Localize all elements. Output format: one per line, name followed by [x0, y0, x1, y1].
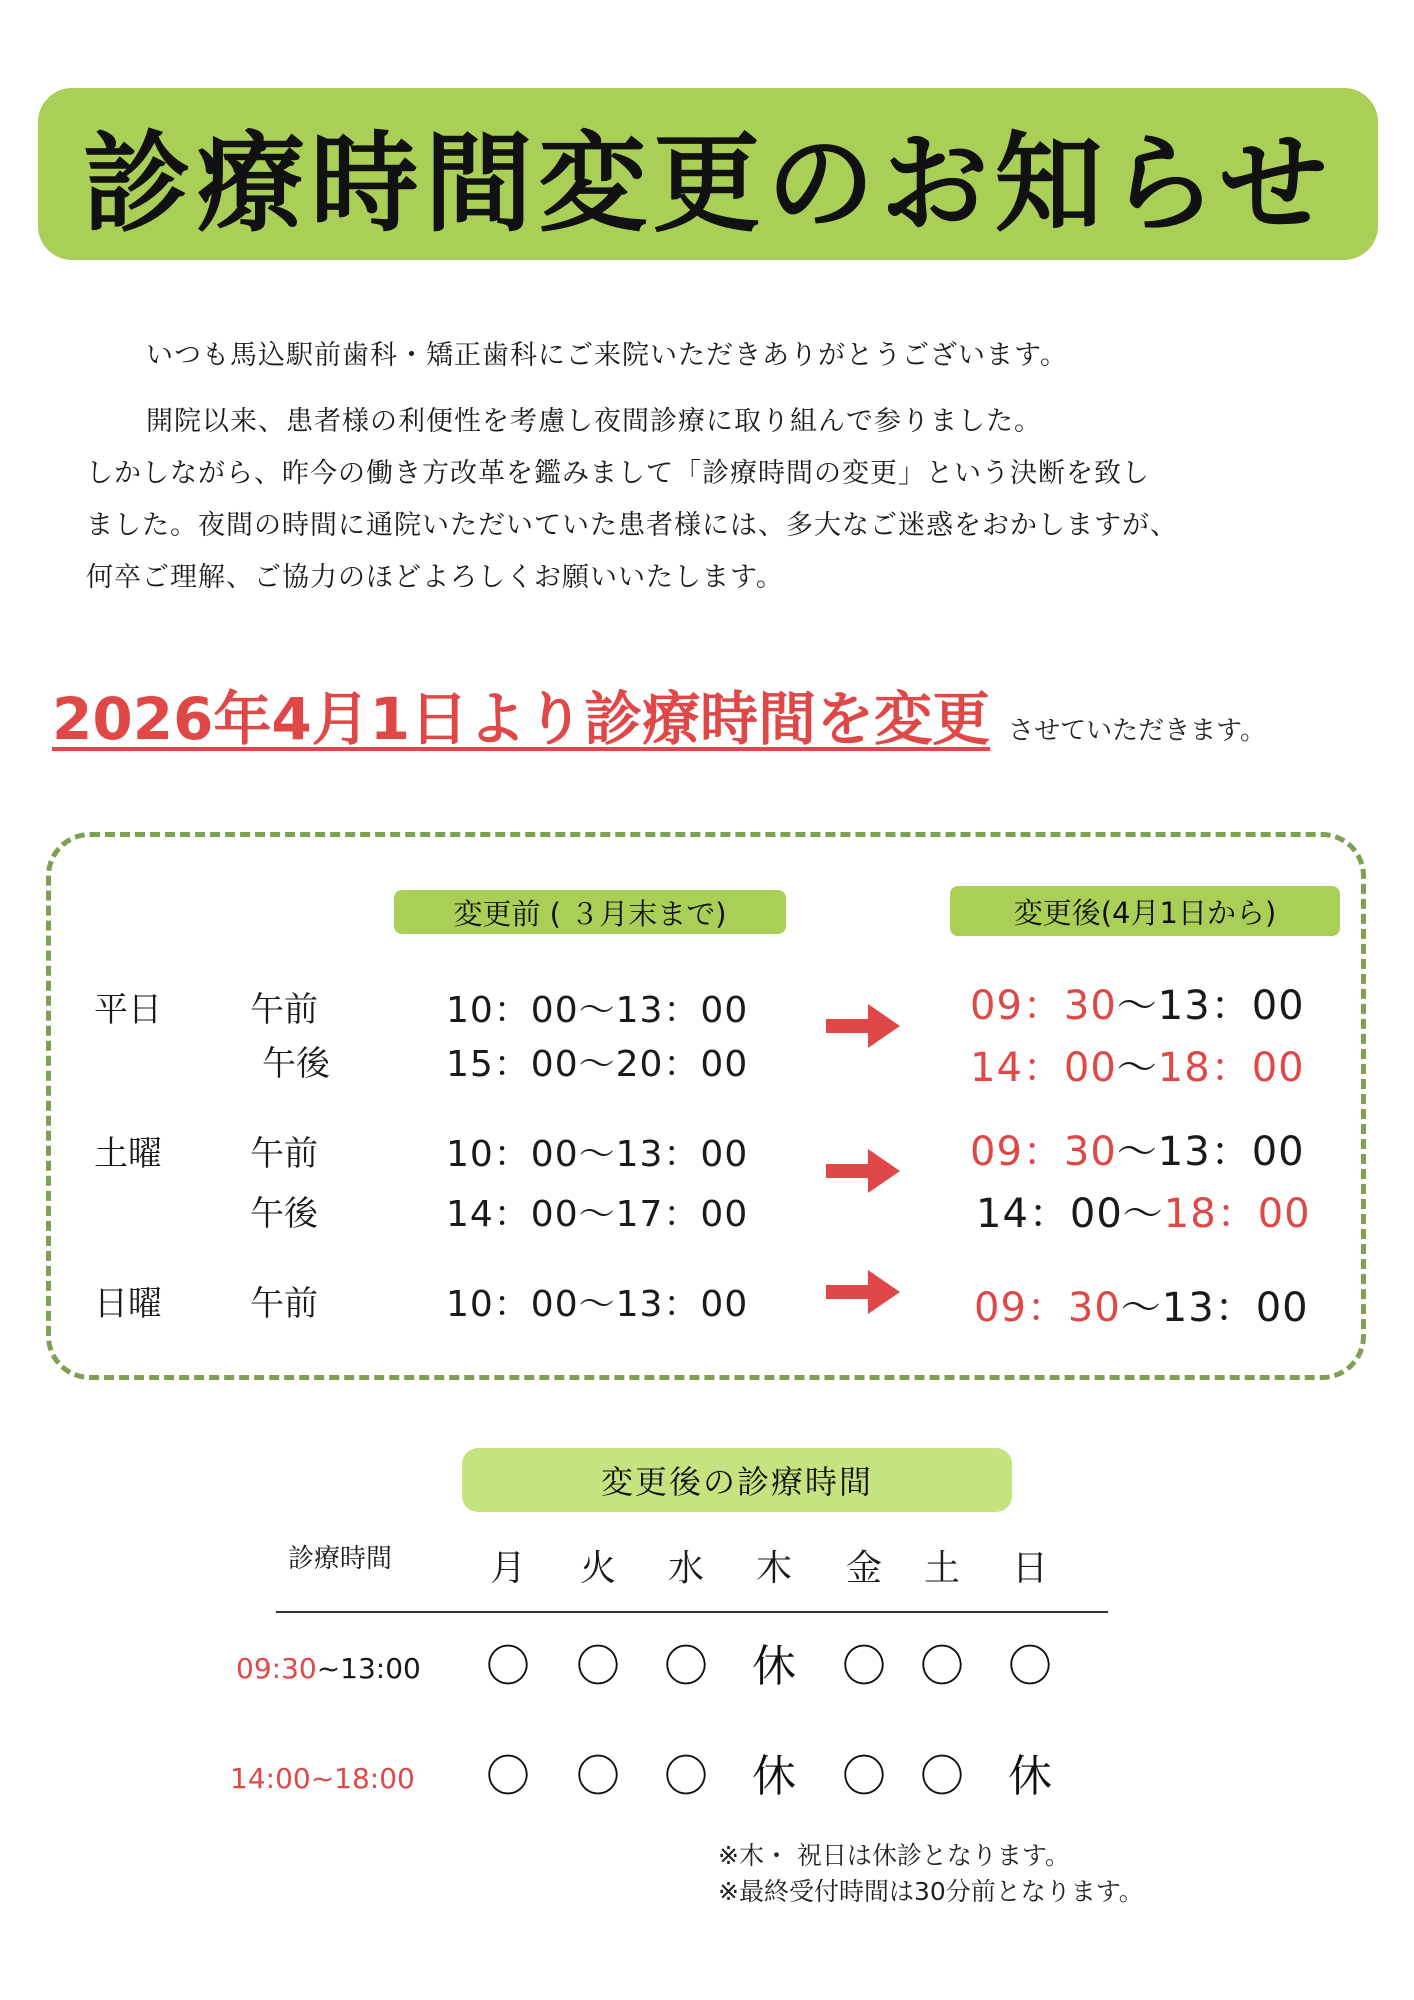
mark-afternoon-sun: 休 [1008, 1751, 1052, 1802]
footnote-closed-days: ※木・ 祝日は休診となります。 [718, 1841, 1070, 1870]
day-mon: 月 [489, 1548, 526, 1589]
schedule-title: 変更後の診療時間 [462, 1448, 1012, 1512]
saturday-new-am-start: 09：30 [970, 1129, 1117, 1175]
mark-morning-sat: 〇 [920, 1641, 964, 1692]
intro-paragraph-1: いつも馬込駅前歯科・矯正歯科にご来院いただきありがとうございます。 [146, 340, 1068, 371]
arrow-right-icon [826, 1000, 900, 1052]
schedule-slot-afternoon [230, 1762, 415, 1795]
mark-morning-fri: 〇 [842, 1641, 886, 1692]
weekday-label: 平日 [94, 990, 162, 1030]
headline [52, 672, 1266, 756]
mark-afternoon-fri: 〇 [842, 1751, 886, 1802]
footnotes [718, 1838, 1144, 1910]
slot-morning-start: 09:30 [236, 1652, 317, 1685]
sunday-new-am [974, 1276, 1309, 1333]
weekday-new-pm-start: 14：00 [970, 1045, 1117, 1091]
day-thu: 木 [755, 1548, 792, 1589]
mark-morning-sun: 〇 [1008, 1641, 1052, 1692]
sunday-am-label: 午前 [250, 1284, 318, 1324]
mark-afternoon-thu: 休 [752, 1751, 796, 1802]
intro-paragraph-2-line-1: 開院以来、患者様の利便性を考慮し夜間診療に取り組んで参りました。 [146, 406, 1042, 437]
day-sat: 土 [923, 1548, 960, 1589]
arrow-right-icon [826, 1145, 900, 1197]
saturday-am-label: 午前 [250, 1134, 318, 1174]
weekday-new-am [970, 974, 1305, 1031]
weekday-new-pm-tilde: 〜 [1116, 1045, 1158, 1091]
saturday-pm-label: 午後 [250, 1194, 318, 1234]
page-title: 診療時間変更のお知らせ [82, 121, 1334, 247]
weekday-am-label: 午前 [250, 990, 318, 1030]
intro-text [86, 330, 1316, 604]
weekday-new-am-end: 〜13：00 [1116, 983, 1305, 1029]
weekday-old-am: 10：00〜13：00 [446, 990, 749, 1031]
slot-afternoon-time: 14:00~18:00 [230, 1762, 415, 1795]
mark-afternoon-sat: 〇 [920, 1751, 964, 1802]
schedule-slot-morning [236, 1652, 421, 1685]
saturday-label: 土曜 [94, 1134, 162, 1174]
saturday-new-am [970, 1120, 1305, 1177]
mark-afternoon-tue: 〇 [576, 1751, 620, 1802]
intro-paragraph-2-line-4: 何卒ご理解、ご協力のほどよろしくお願いいたします。 [86, 562, 784, 593]
headline-change-date: 2026年4月1日より診療時間を変更 [52, 685, 991, 753]
mark-morning-mon: 〇 [486, 1641, 530, 1692]
schedule-header-label: 診療時間 [288, 1544, 393, 1574]
slot-morning-end: ~13:00 [316, 1652, 421, 1685]
intro-paragraph-2-line-3: ました。夜間の時間に通院いただいていた患者様には、多大なご迷惑をおかしますが、 [86, 510, 1178, 541]
saturday-new-am-end: 〜13：00 [1116, 1129, 1305, 1175]
sunday-old-am: 10：00〜13：00 [446, 1284, 749, 1325]
sunday-new-am-start: 09：30 [974, 1285, 1121, 1331]
mark-afternoon-wed: 〇 [664, 1751, 708, 1802]
saturday-new-pm-end: 18：00 [1163, 1191, 1311, 1237]
before-label: 変更前 ( ３月末まで) [394, 890, 786, 934]
saturday-old-pm: 14：00〜17：00 [446, 1194, 749, 1235]
mark-afternoon-mon: 〇 [486, 1751, 530, 1802]
intro-paragraph-2-line-2: しかしながら、昨今の働き方改革を鑑みまして「診療時間の変更」という決断を致し [86, 458, 1150, 489]
day-fri: 金 [845, 1548, 882, 1589]
weekday-new-am-start: 09：30 [970, 983, 1117, 1029]
mark-morning-tue: 〇 [576, 1641, 620, 1692]
footnote-last-reception: ※最終受付時間は30分前となります。 [718, 1877, 1144, 1906]
saturday-new-pm-start: 14：00〜 [976, 1191, 1164, 1237]
weekday-new-pm [970, 1036, 1305, 1093]
mark-morning-thu: 休 [752, 1641, 796, 1692]
weekday-pm-label: 午後 [262, 1044, 330, 1084]
sunday-label: 日曜 [94, 1284, 162, 1324]
saturday-old-am: 10：00〜13：00 [446, 1134, 749, 1175]
schedule-divider [276, 1611, 1108, 1613]
mark-morning-wed: 〇 [664, 1641, 708, 1692]
title-banner [38, 88, 1378, 260]
sunday-new-am-end: 〜13：00 [1120, 1285, 1309, 1331]
arrow-right-icon [826, 1266, 900, 1318]
day-sun: 日 [1011, 1548, 1048, 1589]
headline-tail: させていただきます。 [1008, 716, 1267, 746]
day-wed: 水 [667, 1548, 704, 1589]
after-label: 変更後(4月1日から) [950, 886, 1340, 936]
weekday-old-pm: 15：00〜20：00 [446, 1044, 749, 1085]
saturday-new-pm [976, 1182, 1311, 1239]
day-tue: 火 [579, 1548, 616, 1589]
weekday-new-pm-end: 18：00 [1157, 1045, 1305, 1091]
